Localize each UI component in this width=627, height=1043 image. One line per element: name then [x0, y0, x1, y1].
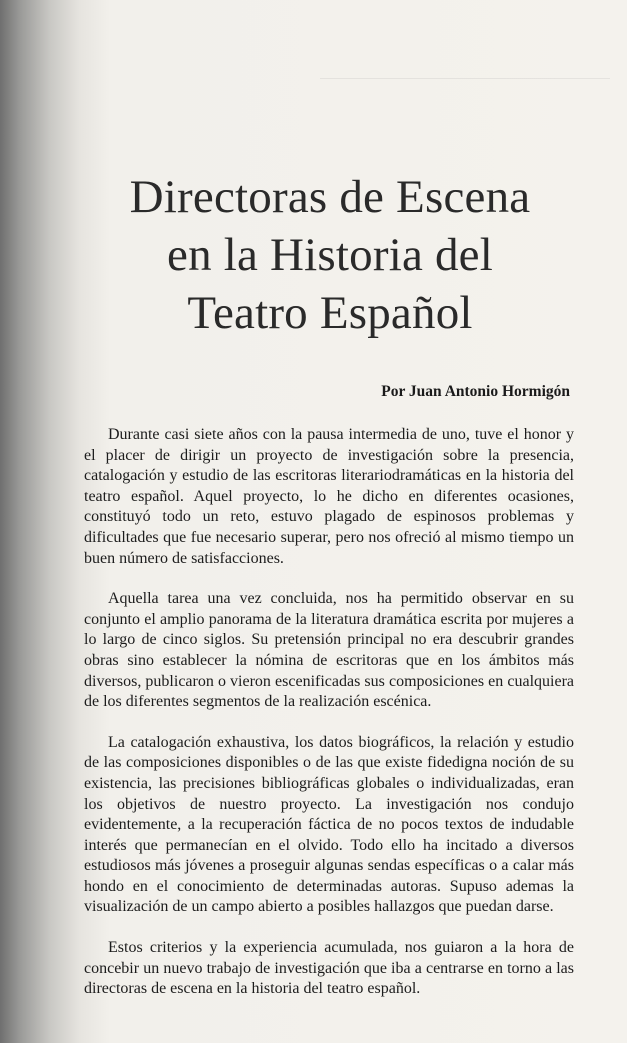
byline: Por Juan Antonio Hormigón [381, 383, 570, 400]
article-title [70, 168, 590, 342]
paragraph: La catalogación exhaustiva, los datos biográficos, la relación y estudio de las composiciones disponibles o de las que existe fidedigna noción de su existencia, las precisiones bibliográficas globales o individualizadas, eran los objetivos de nuestro proyecto. La investigación nos condujo evidentemente, a la recuperación fáctica de no pocos textos de indudable interés que permanecían en el olvido. Todo ello ha incitado a diversos estudiosos más jóvenes a proseguir algunas sendas específicas o a calar más hondo en el conocimiento de determinadas autoras. Supuso ademas la visualización de un campo abierto a posibles hallazgos que puedan darse. [84, 733, 574, 916]
paragraph: Durante casi siete años con la pausa intermedia de uno, tuve el honor y el placer de dirigir un proyecto de investigación sobre la presencia, catalogación y estudio de las escritoras literariodramáticas en la historia del teatro español. Aquel proyecto, lo he dicho en diferentes ocasiones, constituyó todo un reto, estuvo plagado de espinosos problemas y dificultades que fue necesario superar, pero nos ofreció al mismo tiempo un buen número de satisfacciones. [84, 426, 574, 567]
paragraph: Aquella tarea una vez concluida, nos ha permitido observar en su conjunto el amplio panorama de la literatura dramática escrita por mujeres a lo largo de cinco siglos. Su pretensión principal no era descubrir grandes obras sino establecer la nómina de escritoras que en los ámbitos más diversos, publicaron o vieron escenificadas sus composiciones en cualquiera de los diferentes segmentos de la realización escénica. [84, 590, 574, 711]
bleed-through [320, 78, 610, 89]
title-line: en la Historia del [167, 229, 493, 281]
article-body [84, 425, 574, 1020]
paragraph: Estos criterios y la experiencia acumulada, nos guiaron a la hora de concebir un nuevo trabajo de investigación que iba a centrarse en torno a las directoras de escena en la historia del teatro español. [84, 939, 574, 998]
title-line: Directoras de Escena [129, 171, 531, 223]
title-line: Teatro Español [187, 287, 473, 339]
